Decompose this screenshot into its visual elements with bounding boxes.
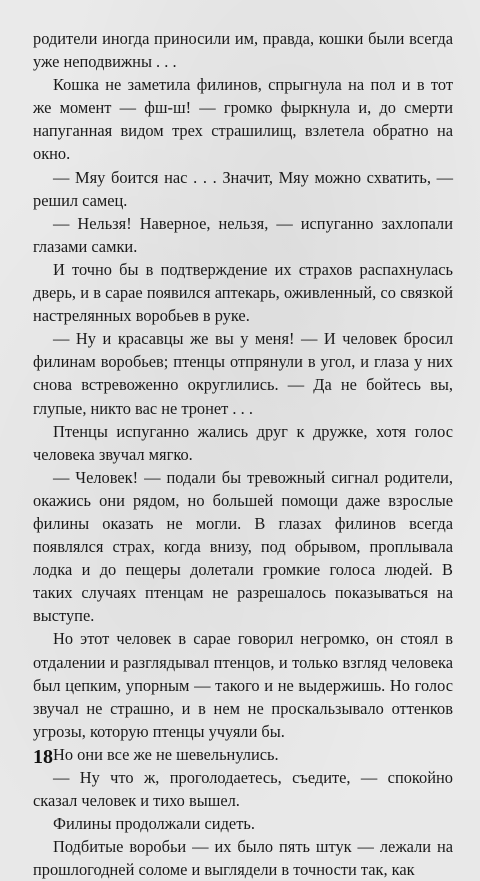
paragraph: Кошка не заметила филинов, спрыгнула на пол и в тот же момент — фш-ш! — громко фыркнула и, до смерти напуганная видом трех страшилищ, взлетела обратно на окно. [33,75,453,164]
paragraph: Но этот человек в сарае говорил негромко, он стоял в отдалении и разглядывал птенцов, и только взгляд человека был цепким, упорным — такого и не выдержишь. Но голос звучал не страшно, и в нем не проскальзывало оттенков угрозы, которую птенцы учуяли бы. [33,629,453,741]
paragraph: Подбитые воробьи — их было пять штук — лежали на прошлогодней соломе и выглядели в точности так, как [33,837,453,880]
paragraph: родители иногда приносили им, правда, кошки были всегда уже неподвижны . . . [33,29,453,72]
page-number: 18 [33,746,53,768]
paragraph: Птенцы испуганно жались друг к дружке, хотя голос человека звучал мягко. [33,421,453,464]
paragraph: — Нельзя! Наверное, нельзя, — испуганно захлопали глазами самки. [33,213,453,256]
paragraph: — Человек! — подали бы тревожный сигнал родители, окажись они рядом, но большей помощи даже взрослые филины оказать не могли. В глазах филинов всегда появлялся страх, когда внизу, под обрывом, проплывала лодка и до пещеры долетали громкие голоса людей. В таких случаях птенцам не разрешалось показываться на выступе. [33,467,453,626]
paragraph: — Ну что ж, проголодаетесь, съедите, — спокойно сказал человек и тихо вышел. [33,768,453,811]
paragraph: — Мяу боится нас . . . Значит, Мяу можно схватить, — решил самец. [33,167,453,210]
paragraph: — Ну и красавцы же вы у меня! — И человек бросил филинам воробьев; птенцы отпрянули в угол, и глаза у них снова встревоженно округлились. — Да не бойтесь вы, глупые, никто вас не тронет . . . [33,329,453,418]
paragraph: Филины продолжали сидеть. [53,814,255,834]
paragraph: И точно бы в подтверждение их страхов распахнулась дверь, и в сарае появился аптекарь, оживленный, со связкой настрелянных воробьев в руке. [33,259,453,326]
body-text [33,27,453,881]
paragraph: Но они все же не шевельнулись. [53,744,279,764]
